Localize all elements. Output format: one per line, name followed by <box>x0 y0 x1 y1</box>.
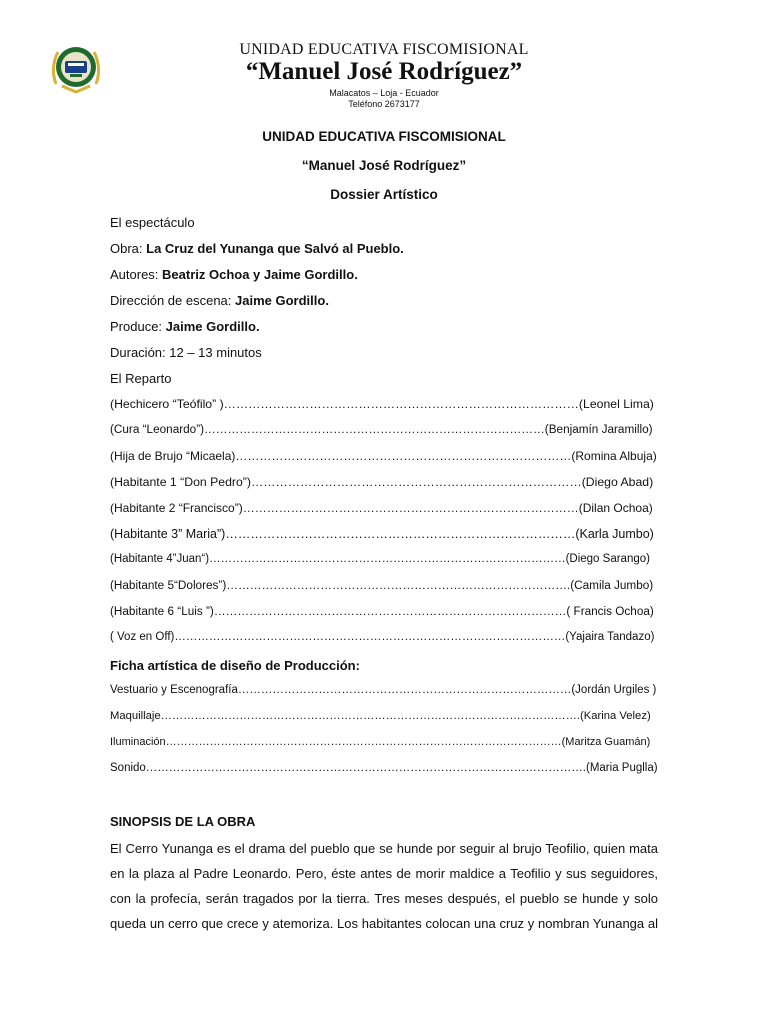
direccion-label: Dirección de escena: <box>110 293 236 308</box>
direccion-value: Jaime Gordillo. <box>235 293 329 308</box>
cast-item: (Habitante 2 “Francisco”)…………………………………………………………………………(Dilan Ochoa) <box>110 501 653 515</box>
ficha-item: Maquillaje………………………………………………………………………………………………….(Karina Velez) <box>110 710 651 722</box>
ficha-item: Vestuario y Escenografía……………………………………………………………………………(Jordán Urgiles ) <box>110 684 657 696</box>
ficha-item: Iluminación………………………………………………………………………………………………(Maritza Guamán) <box>110 736 651 748</box>
heading-name: “Manuel José Rodríguez” <box>301 158 467 173</box>
duracion-line: Duración: 12 – 13 minutos <box>110 345 262 360</box>
produce-line <box>110 319 260 334</box>
cast-item: (Hechicero “Teófilo” )……………………………………………………………………………(Leonel Lima) <box>110 397 654 411</box>
letterhead-phone: Teléfono 2673177 <box>348 99 420 109</box>
cast-item: (Habitante 5“Dolores”)…………………………………………………………………………….(Camila Jumbo) <box>110 579 654 592</box>
synopsis-line: El Cerro Yunanga es el drama del pueblo que se hunde por seguir al brujo Teofilio, quien mata <box>110 841 658 856</box>
cast-item: ( Voz en Off)…………………………………………………………………………………………(Yajaira Tandazo) <box>110 631 655 643</box>
letterhead-school-type: UNIDAD EDUCATIVA FISCOMISIONAL <box>239 41 529 58</box>
direccion-line <box>110 293 329 308</box>
cast-item: (Habitante 6 “Luis ”)………………………………………………………………………………( Francis Ochoa) <box>110 605 654 618</box>
autores-line <box>110 267 358 282</box>
espectaculo-label: El espectáculo <box>110 215 195 230</box>
cast-item: (Habitante 3” Maria”)…………………………………………………………………………(Karla Jumbo) <box>110 527 654 541</box>
cast-item: (Hija de Brujo “Micaela)…………………………………………………………………………(Romina Albuja) <box>110 449 657 463</box>
ficha-title: Ficha artística de diseño de Producción: <box>110 658 360 673</box>
synopsis-line: con la profecía, serán tragados por la tierra. Tres meses después, el pueblo se hunde y solo <box>110 891 658 906</box>
autores-label: Autores: <box>110 267 163 282</box>
produce-value: Jaime Gordillo. <box>165 319 260 334</box>
heading-doc-title: Dossier Artístico <box>330 187 438 202</box>
synopsis-line: queda un cerro que crece y atemoriza. Los habitantes colocan una cruz y nombran Yunanga al <box>110 916 658 931</box>
obra-line <box>110 241 404 256</box>
synopsis-paragraph <box>110 836 658 936</box>
obra-value: La Cruz del Yunanga que Salvó al Pueblo. <box>146 241 404 256</box>
letterhead-address: Malacatos – Loja - Ecuador <box>329 88 439 98</box>
letterhead-school-name: “Manuel José Rodríguez” <box>245 58 523 85</box>
heading-school: UNIDAD EDUCATIVA FISCOMISIONAL <box>262 129 506 144</box>
autores-value: Beatriz Ochoa y Jaime Gordillo. <box>162 267 358 282</box>
produce-label: Produce: <box>110 319 166 334</box>
synopsis-line: en la plaza al Padre Leonardo. Pero, éste antes de morir maldice a Teofilio y sus seguidores, <box>110 866 658 881</box>
ficha-item: Sonido…………………………………………………………………………………………………….(Maria Puglla) <box>110 762 658 774</box>
reparto-label: El Reparto <box>110 371 172 386</box>
obra-label: Obra: <box>110 241 147 256</box>
cast-item: (Habitante 4”Juan“)…………………………………………………………………………………(Diego Sarango) <box>110 553 650 565</box>
cast-item: (Habitante 1 “Don Pedro”)………………………………………………………………………(Diego Abad) <box>110 475 654 489</box>
synopsis-title: SINOPSIS DE LA OBRA <box>110 814 256 829</box>
cast-item: (Cura “Leonardo”)……………………………………………………………………………(Benjamín Jaramillo) <box>110 423 653 436</box>
